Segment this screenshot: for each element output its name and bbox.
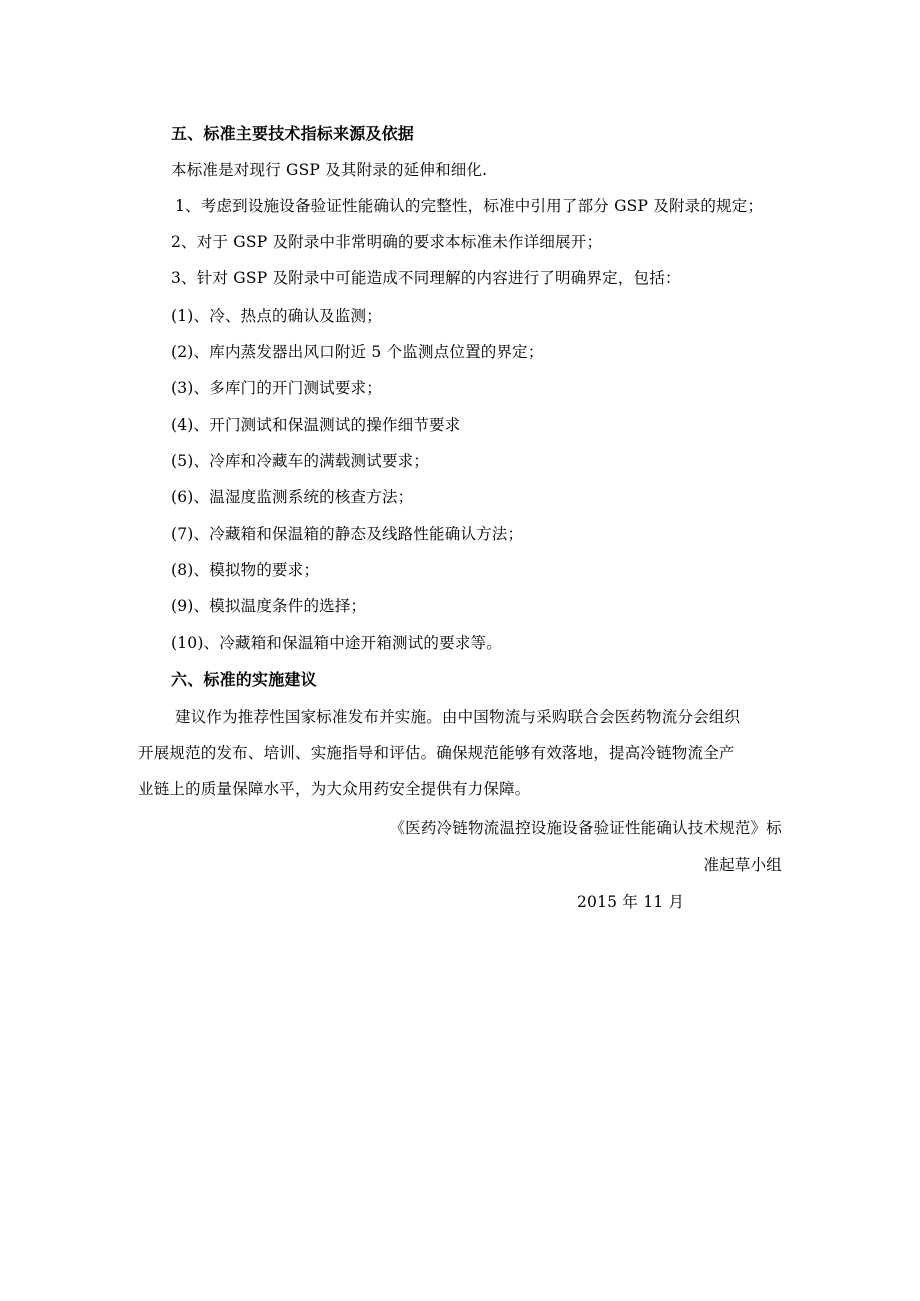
section-6-paragraph-line: 建议作为推荐性国家标准发布并实施。由中国物流与采购联合会医药物流分会组织 xyxy=(175,708,741,726)
section-6-heading: 六、标准的实施建议 xyxy=(171,670,317,689)
list-item: (1)、冷、热点的确认及监测； xyxy=(171,307,382,325)
list-item: (6)、温湿度监测系统的核查方法； xyxy=(171,488,414,506)
list-item: (2)、库内蒸发器出风口附近 5 个监测点位置的界定； xyxy=(171,343,544,361)
point-1: 1、考虑到设施设备验证性能确认的完整性，标准中引用了部分 GSP 及附录的规定； xyxy=(175,197,764,215)
list-item: (7)、冷藏箱和保温箱的静态及线路性能确认方法； xyxy=(171,525,524,543)
section-5-intro: 本标准是对现行 GSP 及其附录的延伸和细化. xyxy=(171,161,488,179)
signature-line: 《医药冷链物流温控设施设备验证性能确认技术规范》标 xyxy=(389,819,782,837)
list-item: (5)、冷库和冷藏车的满载测试要求； xyxy=(171,452,430,470)
signature-group: 准起草小组 xyxy=(703,856,782,874)
list-item: (3)、多库门的开门测试要求； xyxy=(171,379,382,397)
list-item: (4)、开门测试和保温测试的操作细节要求 xyxy=(171,416,461,434)
section-6-paragraph-line: 开展规范的发布、培训、实施指导和评估。确保规范能够有效落地，提高冷链物流全产 xyxy=(138,744,735,762)
list-item: (8)、模拟物的要求； xyxy=(171,561,320,579)
section-6-paragraph-line: 业链上的质量保障水平，为大众用药安全提供有力保障。 xyxy=(138,780,531,798)
list-item: (9)、模拟温度条件的选择； xyxy=(171,597,367,615)
signature-date: 2015 年 11 月 xyxy=(577,893,685,911)
point-2: 2、对于 GSP 及附录中非常明确的要求本标准未作详细展开； xyxy=(171,233,603,251)
list-item: (10)、冷藏箱和保温箱中途开箱测试的要求等。 xyxy=(171,634,502,652)
section-5-heading: 五、标准主要技术指标来源及依据 xyxy=(171,124,415,143)
point-3: 3、针对 GSP 及附录中可能造成不同理解的内容进行了明确界定，包括： xyxy=(171,269,681,287)
